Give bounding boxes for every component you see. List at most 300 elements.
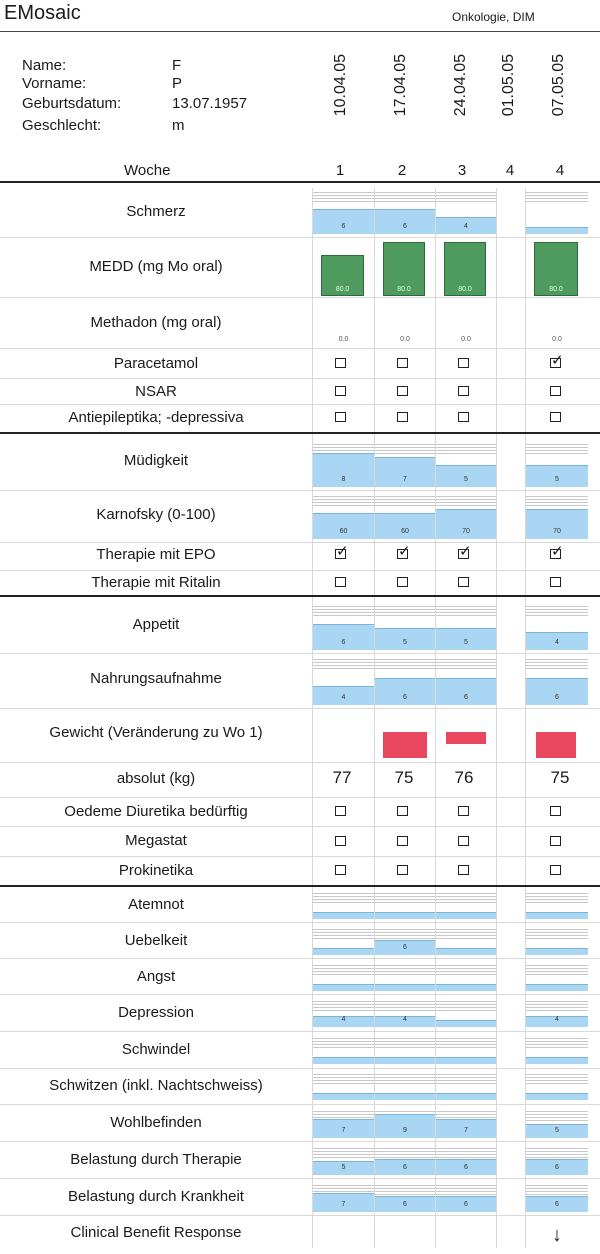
- scale-gridline: [313, 1157, 374, 1158]
- nsar-checkbox[interactable]: [458, 386, 469, 396]
- angst-cell: [436, 963, 496, 991]
- scale-gridline: [375, 450, 435, 451]
- gewicht-change-bar: [536, 732, 576, 758]
- antiepi-checkbox[interactable]: [397, 412, 408, 422]
- bel-therapie-value: 6: [403, 1164, 407, 1171]
- scale-gridline: [436, 896, 496, 897]
- scale-gridline: [526, 935, 588, 936]
- scale-gridline: [375, 1001, 435, 1002]
- ritalin-checkbox[interactable]: [335, 577, 346, 587]
- scale-gridline: [375, 496, 435, 497]
- ritalin-checkbox[interactable]: [397, 577, 408, 587]
- schwindel-cell: [375, 1036, 435, 1064]
- nahrung-value: 6: [555, 694, 559, 701]
- bel-therapie-value: 5: [341, 1164, 346, 1171]
- scale-gridline: [526, 1077, 588, 1078]
- schmerz-value: 6: [341, 223, 346, 230]
- label-schwindel: Schwindel: [121, 1041, 191, 1058]
- prokinetika-checkbox[interactable]: [335, 865, 346, 875]
- scale-gridline: [313, 499, 374, 500]
- row-divider: [0, 797, 600, 798]
- schwitzen-cell: [526, 1072, 588, 1100]
- scale-gridline: [375, 1038, 435, 1039]
- gewicht-change-bar: [446, 732, 486, 744]
- nsar-checkbox[interactable]: [550, 386, 561, 396]
- scale-gridline: [375, 1047, 435, 1048]
- antiepi-checkbox[interactable]: [335, 412, 346, 422]
- checkmark-icon: ✓: [398, 543, 411, 560]
- karnofsky-value: 70: [553, 528, 561, 535]
- atemnot-cell: [436, 891, 496, 919]
- paracetamol-checkbox[interactable]: [335, 358, 346, 368]
- geburtsdatum-label: Geburtsdatum:: [22, 95, 122, 112]
- geschlecht-value: m: [172, 117, 185, 134]
- scale-gridline: [313, 1111, 374, 1112]
- week-num-1: 1: [335, 162, 345, 179]
- depression-cell: [436, 999, 496, 1027]
- scale-gridline: [375, 1194, 435, 1195]
- nsar-checkbox[interactable]: [335, 386, 346, 396]
- row-divider: [0, 378, 600, 379]
- scale-gridline: [375, 1044, 435, 1045]
- scale-gridline: [526, 496, 588, 497]
- wohlbefinden-cell: [375, 1109, 435, 1138]
- bel-therapie-cell: [526, 1146, 588, 1175]
- scale-gridline: [436, 1080, 496, 1081]
- angst-bar: [313, 984, 374, 991]
- scale-gridline: [526, 499, 588, 500]
- scale-gridline: [436, 1185, 496, 1186]
- depression-cell: [526, 999, 588, 1027]
- angst-bar: [436, 984, 496, 991]
- scale-gridline: [375, 665, 435, 666]
- atemnot-bar: [436, 912, 496, 919]
- uebelkeit-value: 6: [403, 944, 407, 951]
- row-divider: [0, 570, 600, 571]
- scale-gridline: [313, 1080, 374, 1081]
- schwindel-bar: [436, 1057, 496, 1064]
- cbr-down-arrow-icon: ↓: [552, 1224, 562, 1246]
- scale-gridline: [375, 1077, 435, 1078]
- scale-gridline: [313, 502, 374, 503]
- scale-gridline: [313, 615, 374, 616]
- scale-gridline: [436, 1001, 496, 1002]
- oedeme-checkbox[interactable]: [397, 806, 408, 816]
- scale-gridline: [375, 968, 435, 969]
- scale-gridline: [375, 1080, 435, 1081]
- medd-bar: [444, 242, 486, 296]
- scale-gridline: [313, 1148, 374, 1149]
- scale-gridline: [375, 1007, 435, 1008]
- label-oedeme: Oedeme Diuretika bedürftig: [64, 803, 248, 820]
- muedigkeit-cell: [526, 442, 588, 487]
- atemnot-cell: [375, 891, 435, 919]
- label-antiepi: Antiepileptika; -depressiva: [68, 409, 244, 426]
- scale-gridline: [375, 606, 435, 607]
- oedeme-checkbox[interactable]: [458, 806, 469, 816]
- muedigkeit-value: 8: [341, 476, 346, 483]
- wohlbefinden-value: 9: [403, 1127, 407, 1134]
- prokinetika-checkbox[interactable]: [458, 865, 469, 875]
- scale-gridline: [313, 1041, 374, 1042]
- scale-gridline: [436, 1077, 496, 1078]
- bel-therapie-cell: [375, 1146, 435, 1175]
- angst-bar: [526, 984, 588, 991]
- date-col-3: 24.04.05: [452, 54, 469, 117]
- scale-gridline: [526, 1001, 588, 1002]
- scale-gridline: [313, 606, 374, 607]
- appetit-cell: [436, 604, 496, 650]
- medd-value: 80.0: [335, 286, 350, 293]
- nahrung-cell: [436, 657, 496, 705]
- weight-col-5: 75: [550, 768, 570, 787]
- scale-gridline: [526, 1038, 588, 1039]
- scale-gridline: [436, 1007, 496, 1008]
- scale-gridline: [375, 447, 435, 448]
- scale-gridline: [526, 453, 588, 454]
- weight-col-1: 77: [332, 768, 352, 787]
- nahrung-value: 6: [403, 694, 407, 701]
- scale-gridline: [313, 192, 374, 193]
- scale-gridline: [375, 662, 435, 663]
- scale-gridline: [375, 1157, 435, 1158]
- scale-gridline: [375, 938, 435, 939]
- schmerz-bar: [526, 227, 588, 234]
- scale-gridline: [313, 899, 374, 900]
- scale-gridline: [436, 668, 496, 669]
- karnofsky-value: 60: [401, 528, 409, 535]
- scale-gridline: [375, 615, 435, 616]
- bel-krankheit-value: 6: [555, 1201, 559, 1208]
- scale-gridline: [313, 1044, 374, 1045]
- section-divider: [0, 885, 600, 887]
- karnofsky-bar: [375, 513, 435, 539]
- vorname-value: P: [172, 75, 183, 92]
- nahrung-cell: [375, 657, 435, 705]
- scale-gridline: [436, 932, 496, 933]
- schmerz-bar: [313, 209, 374, 234]
- uebelkeit-bar: [436, 948, 496, 955]
- ritalin-checkbox[interactable]: [458, 577, 469, 587]
- scale-gridline: [526, 971, 588, 972]
- scale-gridline: [313, 1154, 374, 1155]
- scale-gridline: [436, 499, 496, 500]
- scale-gridline: [375, 505, 435, 506]
- scale-gridline: [313, 935, 374, 936]
- scale-gridline: [436, 1157, 496, 1158]
- scale-gridline: [436, 453, 496, 454]
- gewicht-change-bar: [383, 732, 427, 758]
- label-medd: MEDD (mg Mo oral): [89, 258, 223, 275]
- label-ritalin: Therapie mit Ritalin: [91, 574, 221, 591]
- oedeme-checkbox[interactable]: [550, 806, 561, 816]
- paracetamol-checkbox[interactable]: [458, 358, 469, 368]
- row-divider: [0, 856, 600, 857]
- karnofsky-cell: [375, 494, 435, 539]
- karnofsky-cell: [313, 494, 374, 539]
- scale-gridline: [436, 1047, 496, 1048]
- depression-cell: [313, 999, 374, 1027]
- scale-gridline: [375, 1111, 435, 1112]
- wohlbefinden-value: 7: [341, 1127, 346, 1134]
- medd-bar: [321, 255, 364, 296]
- scale-gridline: [526, 444, 588, 445]
- label-nahrung: Nahrungsaufnahme: [90, 670, 222, 687]
- scale-gridline: [313, 447, 374, 448]
- scale-gridline: [375, 935, 435, 936]
- scale-gridline: [313, 1047, 374, 1048]
- row-divider: [0, 958, 600, 959]
- label-muedigkeit: Müdigkeit: [123, 452, 189, 469]
- atemnot-bar: [375, 912, 435, 919]
- muedigkeit-value: 7: [403, 476, 407, 483]
- bel-krankheit-value: 7: [341, 1201, 346, 1208]
- scale-gridline: [375, 974, 435, 975]
- label-nsar: NSAR: [135, 383, 177, 400]
- oedeme-checkbox[interactable]: [335, 806, 346, 816]
- uebelkeit-bar: [313, 948, 374, 955]
- label-epo: Therapie mit EPO: [96, 546, 216, 563]
- scale-gridline: [375, 893, 435, 894]
- paracetamol-checkbox[interactable]: [397, 358, 408, 368]
- wohlbefinden-bar: [375, 1114, 435, 1138]
- megastat-checkbox[interactable]: [550, 836, 561, 846]
- schwindel-cell: [313, 1036, 374, 1064]
- prokinetika-checkbox[interactable]: [397, 865, 408, 875]
- methadon-value: 0.0: [552, 336, 562, 343]
- scale-gridline: [313, 1188, 374, 1189]
- nahrung-value: 4: [341, 694, 346, 701]
- megastat-checkbox[interactable]: [335, 836, 346, 846]
- nsar-checkbox[interactable]: [397, 386, 408, 396]
- depression-value: 4: [341, 1016, 346, 1023]
- scale-gridline: [526, 902, 588, 903]
- scale-gridline: [526, 668, 588, 669]
- label-bel-therapie: Belastung durch Therapie: [70, 1151, 242, 1168]
- scale-gridline: [526, 192, 588, 193]
- checkmark-icon: ✓: [336, 543, 349, 560]
- scale-gridline: [436, 968, 496, 969]
- angst-cell: [526, 963, 588, 991]
- scale-gridline: [313, 1185, 374, 1186]
- scale-gridline: [313, 665, 374, 666]
- scale-gridline: [436, 971, 496, 972]
- schwitzen-cell: [436, 1072, 496, 1100]
- scale-gridline: [436, 1194, 496, 1195]
- label-schmerz: Schmerz: [126, 203, 186, 220]
- bel-krankheit-cell: [436, 1183, 496, 1212]
- scale-gridline: [436, 505, 496, 506]
- epo-checkbox[interactable]: [550, 543, 564, 560]
- name-value: F: [172, 57, 182, 74]
- appetit-cell: [526, 604, 588, 650]
- header-divider: [0, 31, 600, 32]
- prokinetika-checkbox[interactable]: [550, 865, 561, 875]
- scale-gridline: [526, 929, 588, 930]
- depression-cell: [375, 999, 435, 1027]
- scale-gridline: [375, 192, 435, 193]
- epo-checkbox[interactable]: [458, 543, 472, 560]
- paracetamol-checkbox[interactable]: [550, 352, 564, 369]
- label-megastat: Megastat: [125, 832, 187, 849]
- scale-gridline: [436, 1038, 496, 1039]
- scale-gridline: [313, 893, 374, 894]
- schwitzen-bar: [526, 1093, 588, 1100]
- scale-gridline: [436, 935, 496, 936]
- scale-gridline: [375, 1041, 435, 1042]
- date-col-4: 01.05.05: [500, 54, 517, 117]
- methadon-value: 0.0: [338, 336, 349, 343]
- schwindel-cell: [436, 1036, 496, 1064]
- scale-gridline: [375, 198, 435, 199]
- appetit-value: 6: [341, 639, 346, 646]
- epo-checkbox[interactable]: [335, 543, 349, 560]
- label-prokinetika: Prokinetika: [118, 862, 194, 879]
- scale-gridline: [526, 1120, 588, 1121]
- scale-gridline: [436, 609, 496, 610]
- uebelkeit-bar: [526, 948, 588, 955]
- weight-col-3: 76: [454, 768, 474, 787]
- scale-gridline: [375, 965, 435, 966]
- scale-gridline: [313, 505, 374, 506]
- appetit-bar: [313, 624, 374, 650]
- scale-gridline: [313, 1074, 374, 1075]
- row-divider: [0, 348, 600, 349]
- muedigkeit-cell: [436, 442, 496, 487]
- scale-gridline: [313, 1038, 374, 1039]
- karnofsky-bar: [313, 513, 374, 539]
- scale-gridline: [526, 1080, 588, 1081]
- scale-gridline: [375, 612, 435, 613]
- scale-gridline: [313, 971, 374, 972]
- scale-gridline: [526, 198, 588, 199]
- label-cbr: Clinical Benefit Response: [70, 1224, 242, 1241]
- scale-gridline: [526, 1074, 588, 1075]
- scale-gridline: [436, 612, 496, 613]
- scale-gridline: [526, 968, 588, 969]
- scale-gridline: [436, 615, 496, 616]
- label-bel-krankheit: Belastung durch Krankheit: [68, 1188, 244, 1205]
- megastat-checkbox[interactable]: [397, 836, 408, 846]
- scale-gridline: [526, 659, 588, 660]
- depression-value: 4: [555, 1016, 559, 1023]
- wohlbefinden-cell: [526, 1109, 588, 1138]
- scale-gridline: [436, 659, 496, 660]
- scale-gridline: [313, 612, 374, 613]
- scale-gridline: [526, 932, 588, 933]
- scale-gridline: [313, 1007, 374, 1008]
- karnofsky-value: 70: [462, 528, 470, 535]
- antiepi-checkbox[interactable]: [458, 412, 469, 422]
- scale-gridline: [375, 195, 435, 196]
- muedigkeit-value: 5: [555, 476, 559, 483]
- scale-gridline: [436, 447, 496, 448]
- medd-bar: [383, 242, 425, 296]
- scale-gridline: [526, 612, 588, 613]
- scale-gridline: [375, 1004, 435, 1005]
- schwitzen-bar: [375, 1093, 435, 1100]
- schwindel-bar: [313, 1057, 374, 1064]
- schwitzen-cell: [375, 1072, 435, 1100]
- weight-col-2: 75: [394, 768, 414, 787]
- week-num-2: 2: [397, 162, 407, 179]
- scale-gridline: [436, 965, 496, 966]
- bel-therapie-value: 6: [464, 1164, 468, 1171]
- scale-gridline: [313, 662, 374, 663]
- scale-gridline: [436, 929, 496, 930]
- label-absolut: absolut (kg): [116, 770, 196, 787]
- scale-gridline: [526, 662, 588, 663]
- ritalin-checkbox[interactable]: [550, 577, 561, 587]
- schmerz-value: 6: [403, 223, 407, 230]
- scale-gridline: [526, 615, 588, 616]
- scale-gridline: [526, 450, 588, 451]
- scale-gridline: [526, 896, 588, 897]
- megastat-checkbox[interactable]: [458, 836, 469, 846]
- schmerz-cell: [526, 190, 588, 234]
- bel-krankheit-value: 6: [464, 1201, 468, 1208]
- scale-gridline: [313, 896, 374, 897]
- scale-gridline: [436, 938, 496, 939]
- row-divider: [0, 653, 600, 654]
- muedigkeit-cell: [313, 442, 374, 487]
- scale-gridline: [375, 1191, 435, 1192]
- section-divider: [0, 595, 600, 597]
- row-divider: [0, 1215, 600, 1216]
- scale-gridline: [375, 609, 435, 610]
- scale-gridline: [526, 201, 588, 202]
- scale-gridline: [526, 609, 588, 610]
- date-col-5: 07.05.05: [550, 54, 567, 117]
- bel-therapie-value: 6: [555, 1164, 559, 1171]
- bel-krankheit-cell: [375, 1183, 435, 1212]
- bel-krankheit-cell: [313, 1183, 374, 1212]
- scale-gridline: [313, 902, 374, 903]
- scale-gridline: [526, 195, 588, 196]
- schmerz-cell: [313, 190, 374, 234]
- scale-gridline: [436, 1114, 496, 1115]
- scale-gridline: [436, 1188, 496, 1189]
- scale-gridline: [526, 965, 588, 966]
- scale-gridline: [436, 444, 496, 445]
- row-divider: [0, 708, 600, 709]
- row-divider: [0, 404, 600, 405]
- depression-bar: [436, 1020, 496, 1027]
- scale-gridline: [313, 965, 374, 966]
- scale-gridline: [526, 606, 588, 607]
- label-uebelkeit: Uebelkeit: [124, 932, 188, 949]
- scale-gridline: [313, 929, 374, 930]
- scale-gridline: [313, 968, 374, 969]
- scale-gridline: [436, 1041, 496, 1042]
- methadon-value: 0.0: [400, 336, 410, 343]
- vorname-label: Vorname:: [22, 75, 87, 92]
- scale-gridline: [313, 1114, 374, 1115]
- date-col-2: 17.04.05: [392, 54, 409, 117]
- schwitzen-bar: [313, 1093, 374, 1100]
- label-appetit: Appetit: [132, 616, 180, 633]
- scale-gridline: [526, 1111, 588, 1112]
- scale-gridline: [526, 1194, 588, 1195]
- scale-gridline: [436, 1010, 496, 1011]
- antiepi-checkbox[interactable]: [550, 412, 561, 422]
- angst-cell: [375, 963, 435, 991]
- epo-checkbox[interactable]: [397, 543, 411, 560]
- scale-gridline: [375, 896, 435, 897]
- scale-gridline: [436, 662, 496, 663]
- scale-gridline: [436, 1074, 496, 1075]
- wohlbefinden-cell: [313, 1109, 374, 1138]
